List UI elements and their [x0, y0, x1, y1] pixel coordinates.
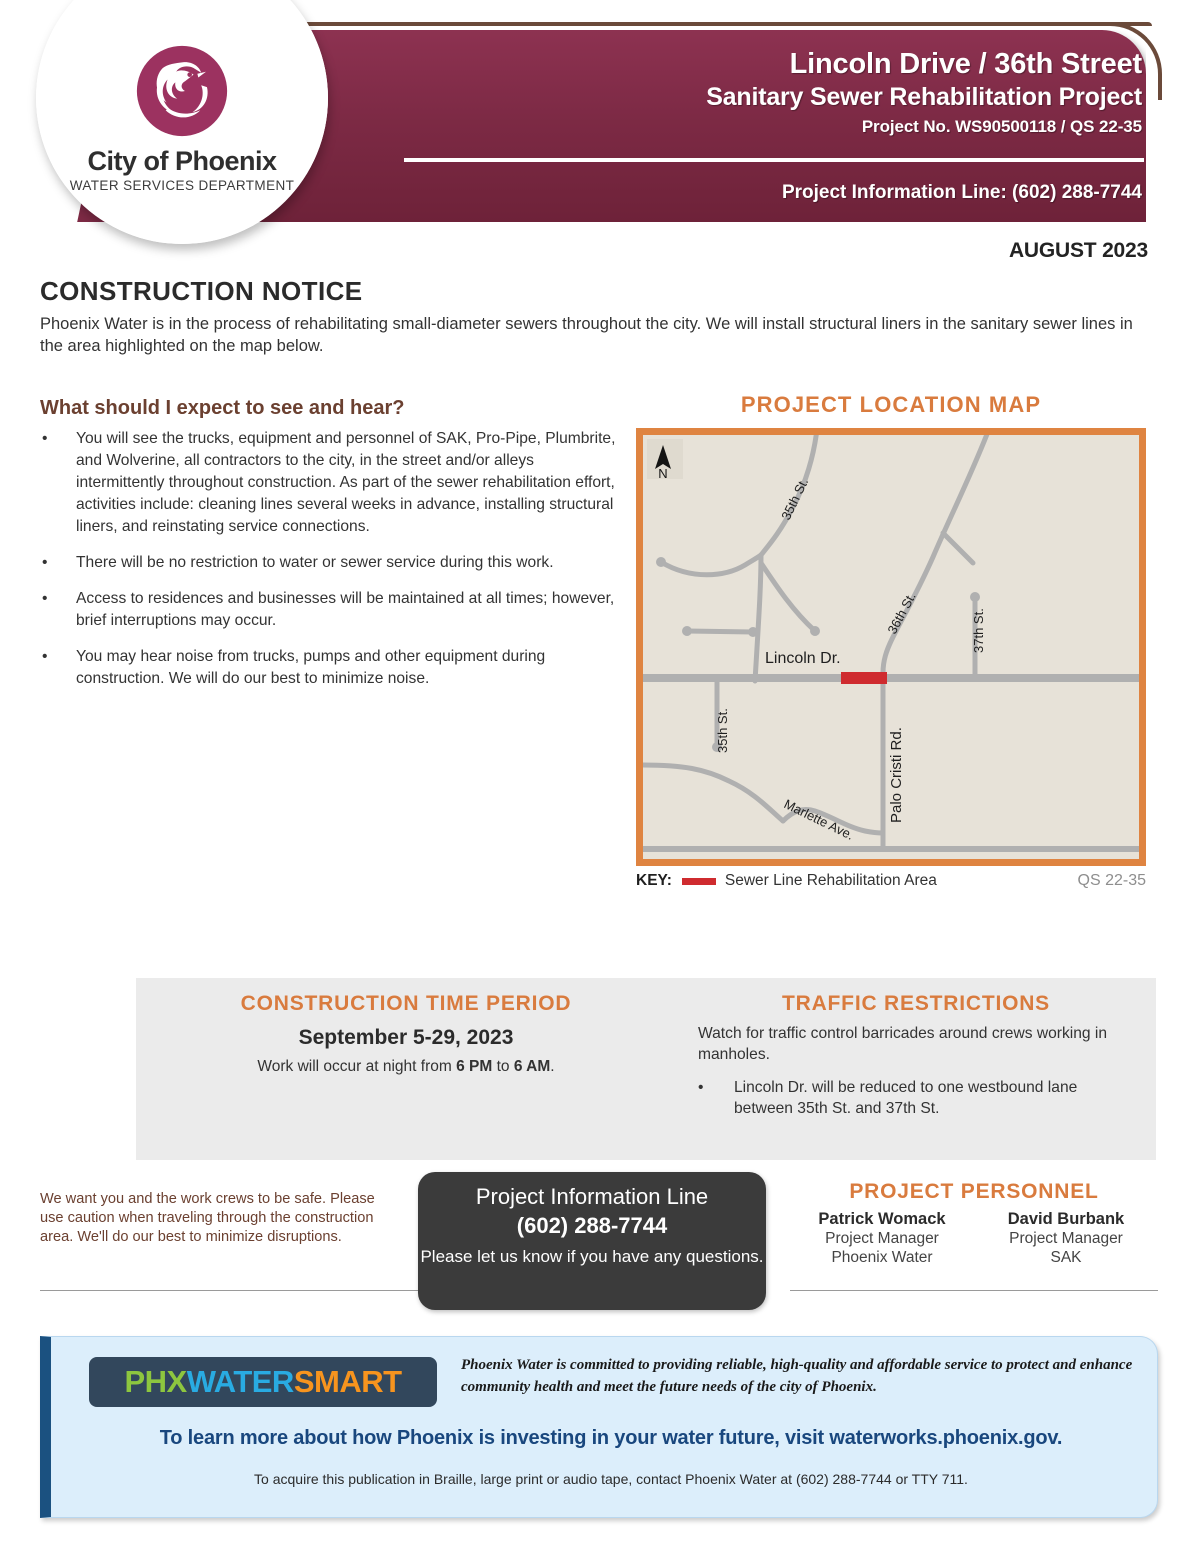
- bullet-dot-icon: •: [42, 553, 48, 571]
- note-end: 6 AM: [513, 1058, 551, 1075]
- map-key-code: QS 22-35: [1077, 872, 1146, 889]
- logo-part-smart: SMART: [293, 1364, 402, 1399]
- page-title: CONSTRUCTION NOTICE: [40, 276, 363, 306]
- header-title-block: [706, 48, 1142, 137]
- expect-heading: What should I expect to see and hear?: [40, 397, 405, 419]
- time-period-note: [136, 1058, 676, 1076]
- personnel-name: David Burbank: [1007, 1210, 1125, 1228]
- phoenix-bird-icon: [134, 43, 230, 139]
- map-key-text: Sewer Line Rehabilitation Area: [724, 872, 937, 889]
- list-item: [40, 646, 618, 690]
- logo-city-text: City of Phoenix: [87, 146, 277, 177]
- personnel-card: [790, 1210, 974, 1268]
- logo-department-text: WATER SERVICES DEPARTMENT: [69, 177, 295, 193]
- list-item-text: You may hear noise from trucks, pumps and other equipment during construction. We will do our best to minimize noise.: [76, 647, 546, 687]
- svg-text:Lincoln Dr.: Lincoln Dr.: [765, 650, 841, 667]
- list-item-text: You will see the trucks, equipment and personnel of SAK, Pro-Pipe, Plumbrite, and Wolverine, all contractors to the city, in the street and/or alleys intermittently throughout construction. As part of the sewer rehabilitation effort, activities include: cleaning lines several weeks in advance, installing structural liners, and reinstating service connections.: [76, 430, 616, 535]
- page-header: [0, 0, 1200, 262]
- list-item-text: Access to residences and businesses will be maintained at all times; however, brief interruptions may occur.: [76, 589, 615, 629]
- header-date: AUGUST 2023: [1008, 239, 1148, 262]
- svg-text:35th St.: 35th St.: [778, 475, 812, 523]
- project-information-line-box[interactable]: [418, 1172, 766, 1310]
- bullet-dot-icon: •: [42, 647, 48, 665]
- svg-text:N: N: [658, 466, 668, 481]
- map-graphic: [643, 435, 1139, 859]
- bullet-dot-icon: •: [42, 430, 48, 447]
- traffic-restrictions-panel: [676, 978, 1156, 1160]
- learn-more-text[interactable]: To learn more about how Phoenix is investing in your water future, visit waterworks.phoenix.gov.: [159, 1427, 1063, 1449]
- city-of-phoenix-logo: [36, 0, 328, 244]
- list-item: [698, 1078, 1134, 1119]
- personnel-role: Project Manager: [1009, 1230, 1123, 1247]
- header-project-info-line: Project Information Line: (602) 288-7744: [781, 182, 1142, 203]
- personnel-org: SAK: [1050, 1249, 1082, 1267]
- map-key: [636, 872, 1146, 890]
- note-start: 6 PM: [456, 1058, 493, 1075]
- bullet-dot-icon: •: [42, 589, 48, 607]
- header-title-line2: Sanitary Sewer Rehabilitation Project: [706, 82, 1142, 111]
- project-personnel-heading: PROJECT PERSONNEL: [849, 1180, 1099, 1203]
- svg-text:Marlette Ave.: Marlette Ave.: [781, 796, 857, 843]
- note-pre: Work will occur at night from: [257, 1058, 457, 1075]
- map-key-swatch-icon: [682, 878, 716, 885]
- personnel-org: Phoenix Water: [831, 1249, 933, 1267]
- time-period-dates: September 5-29, 2023: [298, 1026, 514, 1049]
- notice-body-text: Phoenix Water is in the process of rehabilitating small-diameter sewers throughout the city. We will install structural liners in the sanitary sewer lines in the area highlighted on the map below.: [40, 315, 1133, 355]
- project-location-map: [636, 428, 1146, 866]
- traffic-heading: TRAFFIC RESTRICTIONS: [782, 992, 1050, 1015]
- expect-bullet-list: [40, 428, 618, 704]
- safety-message: We want you and the work crews to be safe. Please use caution when traveling through the construction area. We'll do our best to minimize disruptions.: [40, 1191, 375, 1245]
- list-item-text: There will be no restriction to water or sewer service during this work.: [76, 553, 554, 571]
- construction-time-period-panel: [136, 978, 676, 1160]
- svg-text:36th St.: 36th St.: [884, 589, 919, 637]
- divider-right: [790, 1290, 1158, 1291]
- svg-text:35th St.: 35th St.: [715, 708, 730, 753]
- personnel-name: Patrick Womack: [818, 1210, 946, 1228]
- time-period-heading: CONSTRUCTION TIME PERIOD: [240, 992, 572, 1015]
- svg-text:37th St.: 37th St.: [971, 608, 986, 653]
- header-title-line1: Lincoln Drive / 36th Street: [789, 48, 1142, 80]
- accessibility-notice: To acquire this publication in Braille, large print or audio tape, contact Phoenix Water at (602) 288-7744 or TTY 711.: [254, 1471, 968, 1487]
- phx-water-smart-footer: [40, 1336, 1158, 1518]
- info-box-note: Please let us know if you have any questions.: [420, 1247, 764, 1267]
- sewer-rehab-highlight: [841, 672, 887, 684]
- mission-statement: Phoenix Water is committed to providing reliable, high-quality and affordable service to protect and enhance community health and meet the future needs of the city of Phoenix.: [461, 1357, 1133, 1395]
- list-item: [40, 552, 618, 574]
- list-item: [40, 428, 618, 538]
- header-project-number: Project No. WS90500118 / QS 22-35: [861, 116, 1142, 136]
- svg-text:Palo Cristi Rd.: Palo Cristi Rd.: [888, 727, 905, 823]
- note-mid: to: [492, 1058, 514, 1075]
- info-box-phone[interactable]: (602) 288-7744: [516, 1213, 668, 1239]
- info-box-title: Project Information Line: [475, 1184, 709, 1209]
- divider-left: [40, 1290, 420, 1291]
- list-item-text: Lincoln Dr. will be reduced to one westbound lane between 35th St. and 37th St.: [734, 1079, 1078, 1118]
- bullet-dot-icon: •: [698, 1079, 704, 1097]
- list-item: [40, 588, 618, 632]
- phx-water-smart-logo: [89, 1357, 437, 1407]
- logo-part-phx: PHX: [124, 1364, 187, 1399]
- info-panels: [136, 978, 1156, 1160]
- personnel-role: Project Manager: [825, 1230, 939, 1247]
- header-brown-rule: [290, 22, 1152, 26]
- personnel-card: [974, 1210, 1158, 1268]
- header-white-rule: [404, 158, 1144, 162]
- note-post: .: [550, 1058, 555, 1075]
- project-personnel-list: [790, 1210, 1158, 1268]
- traffic-intro: Watch for traffic control barricades around crews working in manholes.: [698, 1025, 1108, 1063]
- logo-part-water: WATER: [186, 1364, 294, 1399]
- project-location-map-title: PROJECT LOCATION MAP: [740, 392, 1042, 417]
- map-key-label: KEY:: [636, 872, 672, 889]
